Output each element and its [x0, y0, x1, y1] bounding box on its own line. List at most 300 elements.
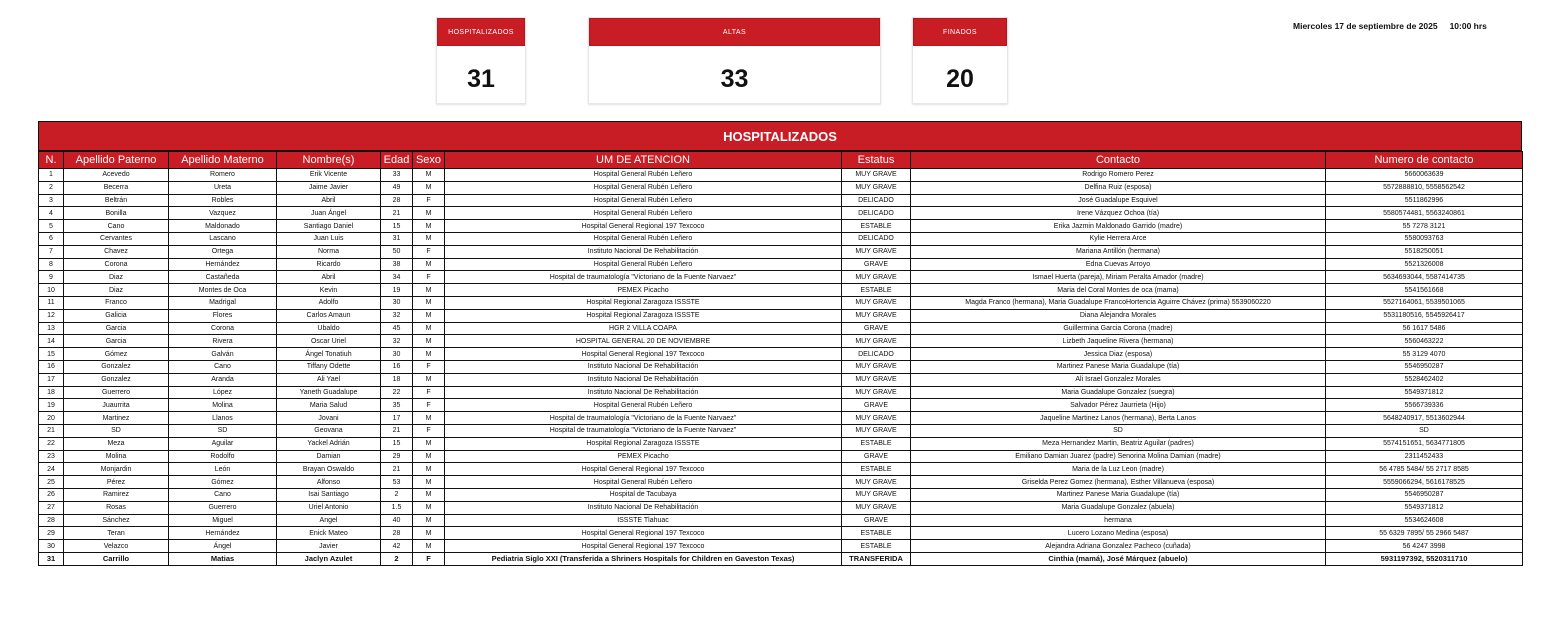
col-um-atencion-cell: Pediatria Siglo XXI (Transferida a Shriners Hospitals for Children en Gaveston Texas) — [445, 552, 842, 565]
hospitalizados-card — [436, 17, 526, 104]
col-number-cell: 24 — [39, 463, 64, 476]
col-contacto-cell: Erika Jazmin Maldonado Garrido (madre) — [911, 220, 1326, 233]
col-apellido-paterno-cell: Galicia — [64, 309, 169, 322]
col-um-atencion-header: UM DE ATENCION — [445, 152, 842, 169]
col-um-atencion-cell: Instituto Nacional De Rehabilitación — [445, 360, 842, 373]
col-apellido-materno-cell: Hernández — [169, 527, 277, 540]
col-sexo-cell: F — [413, 245, 445, 258]
col-um-atencion-cell: Hospital de traumatología "Victoriano de la Fuente Narvaez" — [445, 424, 842, 437]
col-nombres-cell: Adolfo — [277, 296, 381, 309]
col-numero-contacto-cell: 5566739336 — [1326, 399, 1523, 412]
col-estatus-cell: GRAVE — [842, 322, 911, 335]
col-sexo-cell: M — [413, 450, 445, 463]
col-estatus-cell: GRAVE — [842, 258, 911, 271]
col-apellido-materno-cell: López — [169, 386, 277, 399]
col-number-cell: 30 — [39, 540, 64, 553]
col-apellido-materno-cell: Hernández — [169, 258, 277, 271]
col-apellido-paterno-cell: Sánchez — [64, 514, 169, 527]
col-nombres-cell: Carlos Amaun — [277, 309, 381, 322]
col-contacto-cell: Jessica Diaz (esposa) — [911, 348, 1326, 361]
table-row — [39, 271, 1523, 284]
table-row — [39, 360, 1523, 373]
col-numero-contacto-cell: 2311452433 — [1326, 450, 1523, 463]
col-sexo-cell: M — [413, 514, 445, 527]
col-apellido-paterno-cell: Corona — [64, 258, 169, 271]
col-apellido-materno-cell: Lascano — [169, 232, 277, 245]
hospitalizados-card-label: HOSPITALIZADOS — [437, 18, 525, 46]
col-estatus-cell: ESTABLE — [842, 463, 911, 476]
table-row — [39, 348, 1523, 361]
col-nombres-cell: Tiffany Odette — [277, 360, 381, 373]
col-contacto-cell: Maria Guadalupe Gonzalez (abuela) — [911, 501, 1326, 514]
col-apellido-materno-cell: Flores — [169, 309, 277, 322]
col-contacto-cell: Salvador Pérez Jaurrieta (Hijo) — [911, 399, 1326, 412]
col-number-cell: 4 — [39, 207, 64, 220]
col-um-atencion-cell: Hospital General Regional 197 Texcoco — [445, 463, 842, 476]
col-um-atencion-cell: Hospital Regional Zaragoza ISSSTE — [445, 437, 842, 450]
col-edad-cell: 38 — [381, 258, 413, 271]
col-number-cell: 7 — [39, 245, 64, 258]
col-edad-cell: 28 — [381, 194, 413, 207]
col-contacto-cell: Maria del Coral Montes de oca (mama) — [911, 284, 1326, 297]
table-row — [39, 232, 1523, 245]
col-numero-contacto-cell: 5527164061, 5539501065 — [1326, 296, 1523, 309]
col-nombres-cell: Maria Salud — [277, 399, 381, 412]
table-row — [39, 258, 1523, 271]
col-um-atencion-cell: PEMEX Picacho — [445, 450, 842, 463]
col-nombres-cell: Isai Santiago — [277, 488, 381, 501]
col-nombres-cell: Norma — [277, 245, 381, 258]
col-sexo-cell: M — [413, 476, 445, 489]
col-number-cell: 6 — [39, 232, 64, 245]
col-edad-cell: 33 — [381, 169, 413, 182]
col-apellido-paterno-cell: Beltrán — [64, 194, 169, 207]
col-contacto-cell: Magda Franco (hermana), Maria Guadalupe FrancoHortencia Aguirre Chávez (prima) 5539060220 — [911, 296, 1326, 309]
col-contacto-cell: Cinthia (mamá), José Márquez (abuelo) — [911, 552, 1326, 565]
col-apellido-materno-cell: Montes de Oca — [169, 284, 277, 297]
col-sexo-cell: M — [413, 220, 445, 233]
col-apellido-materno-cell: Matias — [169, 552, 277, 565]
table-row — [39, 373, 1523, 386]
col-apellido-materno-cell: Cano — [169, 360, 277, 373]
col-number-cell: 8 — [39, 258, 64, 271]
col-numero-contacto-cell: 5634693044, 5587414735 — [1326, 271, 1523, 284]
report-datetime — [1293, 21, 1487, 31]
col-numero-contacto-cell: 5541561668 — [1326, 284, 1523, 297]
table-row — [39, 284, 1523, 297]
table-row — [39, 194, 1523, 207]
col-apellido-paterno-cell: Teran — [64, 527, 169, 540]
col-estatus-cell: MUY GRAVE — [842, 245, 911, 258]
col-nombres-cell: Ricardo — [277, 258, 381, 271]
col-estatus-cell: MUY GRAVE — [842, 488, 911, 501]
col-nombres-cell: Yackel Adrián — [277, 437, 381, 450]
col-estatus-cell: MUY GRAVE — [842, 181, 911, 194]
col-um-atencion-cell: Hospital General Rubén Leñero — [445, 232, 842, 245]
col-numero-contacto-cell: 5518250051 — [1326, 245, 1523, 258]
col-numero-contacto-cell: 55 3129 4070 — [1326, 348, 1523, 361]
col-number-cell: 31 — [39, 552, 64, 565]
col-edad-cell: 35 — [381, 399, 413, 412]
col-um-atencion-cell: HOSPITAL GENERAL 20 DE NOVIEMBRE — [445, 335, 842, 348]
col-apellido-paterno-cell: Ramirez — [64, 488, 169, 501]
table-row — [39, 386, 1523, 399]
col-contacto-cell: Ali Israel Gonzalez Morales — [911, 373, 1326, 386]
col-estatus-cell: DELICADO — [842, 348, 911, 361]
table-row — [39, 552, 1523, 565]
col-sexo-cell: M — [413, 309, 445, 322]
col-number-cell: 3 — [39, 194, 64, 207]
col-apellido-materno-cell: Cano — [169, 488, 277, 501]
col-apellido-materno-cell: Aguilar — [169, 437, 277, 450]
col-nombres-cell: Juan Ángel — [277, 207, 381, 220]
col-um-atencion-cell: Hospital General Regional 197 Texcoco — [445, 348, 842, 361]
col-numero-contacto-cell: 5648240917, 5513602944 — [1326, 412, 1523, 425]
col-number-cell: 15 — [39, 348, 64, 361]
col-sexo-cell: F — [413, 552, 445, 565]
col-nombres-cell: Kevin — [277, 284, 381, 297]
col-sexo-cell: F — [413, 386, 445, 399]
col-nombres-cell: Enick Mateo — [277, 527, 381, 540]
col-nombres-cell: Javier — [277, 540, 381, 553]
col-number-cell: 22 — [39, 437, 64, 450]
col-apellido-materno-cell: Romero — [169, 169, 277, 182]
col-nombres-cell: Abril — [277, 194, 381, 207]
col-contacto-cell: Kylie Herrera Arce — [911, 232, 1326, 245]
col-edad-cell: 28 — [381, 527, 413, 540]
col-edad-cell: 21 — [381, 463, 413, 476]
col-sexo-cell: M — [413, 348, 445, 361]
col-apellido-materno-cell: Guerrero — [169, 501, 277, 514]
col-apellido-paterno-cell: Garcia — [64, 322, 169, 335]
col-numero-contacto-cell: 55 6329 7895/ 55 2966 5487 — [1326, 527, 1523, 540]
col-numero-contacto-cell: 5931197392, 5520311710 — [1326, 552, 1523, 565]
col-numero-contacto-cell: 55 7278 3121 — [1326, 220, 1523, 233]
col-um-atencion-cell: Instituto Nacional De Rehabilitación — [445, 501, 842, 514]
col-apellido-paterno-cell: Chavez — [64, 245, 169, 258]
table-row — [39, 181, 1523, 194]
col-edad-cell: 21 — [381, 424, 413, 437]
col-contacto-cell: Martinez Panese Maria Guadalupe (tía) — [911, 360, 1326, 373]
col-number-cell: 2 — [39, 181, 64, 194]
col-nombres-cell: Jaclyn Azulet — [277, 552, 381, 565]
col-estatus-cell: MUY GRAVE — [842, 360, 911, 373]
col-contacto-cell: Lucero Lozano Medina (esposa) — [911, 527, 1326, 540]
col-contacto-cell: Mariana Antillón (hermana) — [911, 245, 1326, 258]
col-um-atencion-cell: Hospital General Regional 197 Texcoco — [445, 540, 842, 553]
col-sexo-cell: F — [413, 424, 445, 437]
col-apellido-paterno-cell: Meza — [64, 437, 169, 450]
col-number-cell: 11 — [39, 296, 64, 309]
col-nombres-cell: Brayan Oswaldo — [277, 463, 381, 476]
col-apellido-materno-cell: Aranda — [169, 373, 277, 386]
hospitalizados-count: 31 — [467, 65, 495, 93]
col-um-atencion-cell: Hospital de traumatología "Victoriano de la Fuente Narvaez" — [445, 271, 842, 284]
col-edad-cell: 45 — [381, 322, 413, 335]
col-sexo-cell: M — [413, 488, 445, 501]
col-number-cell: 12 — [39, 309, 64, 322]
col-um-atencion-cell: Hospital General Rubén Leñero — [445, 181, 842, 194]
col-number-cell: 5 — [39, 220, 64, 233]
col-nombres-cell: Jaime Javier — [277, 181, 381, 194]
table-row — [39, 169, 1523, 182]
col-numero-contacto-cell: 5531180516, 5545926417 — [1326, 309, 1523, 322]
col-nombres-cell: Santiago Daniel — [277, 220, 381, 233]
col-estatus-cell: MUY GRAVE — [842, 271, 911, 284]
col-apellido-materno-cell: Rivera — [169, 335, 277, 348]
col-apellido-materno-cell: Ángel — [169, 540, 277, 553]
col-numero-contacto-cell: 5546950287 — [1326, 488, 1523, 501]
col-um-atencion-cell: Hospital General Rubén Leñero — [445, 258, 842, 271]
col-apellido-materno-cell: Galván — [169, 348, 277, 361]
col-nombres-cell: Abril — [277, 271, 381, 284]
col-edad-cell: 2 — [381, 488, 413, 501]
col-edad-cell: 53 — [381, 476, 413, 489]
col-edad-cell: 16 — [381, 360, 413, 373]
table-row — [39, 437, 1523, 450]
col-apellido-materno-cell: Robles — [169, 194, 277, 207]
col-numero-contacto-cell: 56 4247 3998 — [1326, 540, 1523, 553]
col-number-cell: 10 — [39, 284, 64, 297]
col-edad-cell: 1.5 — [381, 501, 413, 514]
col-edad-cell: 31 — [381, 232, 413, 245]
table-row — [39, 424, 1523, 437]
col-um-atencion-cell: Hospital de Tacubaya — [445, 488, 842, 501]
col-apellido-paterno-cell: Gómez — [64, 348, 169, 361]
col-contacto-cell: Rodrigo Romero Perez — [911, 169, 1326, 182]
col-apellido-paterno-cell: Juaurrita — [64, 399, 169, 412]
table-row — [39, 245, 1523, 258]
col-sexo-cell: F — [413, 399, 445, 412]
table-row — [39, 501, 1523, 514]
col-number-cell: 18 — [39, 386, 64, 399]
col-edad-cell: 22 — [381, 386, 413, 399]
table-row — [39, 335, 1523, 348]
col-edad-cell: 49 — [381, 181, 413, 194]
col-um-atencion-cell: Instituto Nacional De Rehabilitación — [445, 386, 842, 399]
finados-card-label: FINADOS — [913, 18, 1007, 46]
col-estatus-cell: ESTABLE — [842, 437, 911, 450]
col-edad-header: Edad — [381, 152, 413, 169]
col-apellido-paterno-cell: Becerra — [64, 181, 169, 194]
table-title: HOSPITALIZADOS — [38, 121, 1522, 151]
col-apellido-paterno-cell: Garcia — [64, 335, 169, 348]
report-date: Miercoles 17 de septiembre de 2025 — [1293, 21, 1438, 31]
col-nombres-cell: Angel — [277, 514, 381, 527]
col-apellido-paterno-cell: Acevedo — [64, 169, 169, 182]
col-sexo-cell: M — [413, 501, 445, 514]
col-apellido-materno-cell: Maldonado — [169, 220, 277, 233]
col-estatus-cell: DELICADO — [842, 207, 911, 220]
col-estatus-cell: ESTABLE — [842, 284, 911, 297]
col-um-atencion-cell: Hospital General Rubén Leñero — [445, 476, 842, 489]
col-nombres-cell: Juan Luis — [277, 232, 381, 245]
finados-count: 20 — [946, 65, 974, 93]
col-number-cell: 9 — [39, 271, 64, 284]
col-apellido-materno-cell: Gómez — [169, 476, 277, 489]
col-estatus-cell: GRAVE — [842, 399, 911, 412]
col-contacto-cell: Diana Alejandra Morales — [911, 309, 1326, 322]
col-numero-contacto-cell: 5546950287 — [1326, 360, 1523, 373]
col-numero-contacto-cell: 5534624608 — [1326, 514, 1523, 527]
col-apellido-materno-cell: SD — [169, 424, 277, 437]
col-contacto-cell: Edna Cuevas Arroyo — [911, 258, 1326, 271]
col-estatus-header: Estatus — [842, 152, 911, 169]
col-numero-contacto-cell: 56 1617 5486 — [1326, 322, 1523, 335]
col-apellido-materno-cell: Rodolfo — [169, 450, 277, 463]
table-row — [39, 514, 1523, 527]
table-row — [39, 399, 1523, 412]
col-apellido-materno-cell: Ortega — [169, 245, 277, 258]
col-number-cell: 13 — [39, 322, 64, 335]
col-um-atencion-cell: Hospital General Rubén Leñero — [445, 194, 842, 207]
col-contacto-cell: Jaqueline Martinez Lanos (hermana), Berta Lanos — [911, 412, 1326, 425]
col-estatus-cell: GRAVE — [842, 514, 911, 527]
col-numero-contacto-cell: 5559066294, 5616178525 — [1326, 476, 1523, 489]
col-numero-contacto-cell: 5549371812 — [1326, 501, 1523, 514]
col-number-cell: 26 — [39, 488, 64, 501]
col-um-atencion-cell: Instituto Nacional De Rehabilitación — [445, 373, 842, 386]
col-edad-cell: 30 — [381, 296, 413, 309]
col-apellido-paterno-cell: Franco — [64, 296, 169, 309]
col-number-cell: 29 — [39, 527, 64, 540]
col-um-atencion-cell: Hospital General Rubén Leñero — [445, 169, 842, 182]
col-apellido-paterno-cell: Cano — [64, 220, 169, 233]
col-nombres-header: Nombre(s) — [277, 152, 381, 169]
col-numero-contacto-header: Numero de contacto — [1326, 152, 1523, 169]
table-row — [39, 207, 1523, 220]
col-estatus-cell: MUY GRAVE — [842, 424, 911, 437]
col-number-cell: 25 — [39, 476, 64, 489]
col-contacto-cell: Martinez Panese Maria Guadalupe (tía) — [911, 488, 1326, 501]
col-um-atencion-cell: Instituto Nacional De Rehabilitación — [445, 245, 842, 258]
col-numero-contacto-cell: 56 4785 5484/ 55 2717 8585 — [1326, 463, 1523, 476]
table-row — [39, 527, 1523, 540]
col-apellido-materno-cell: Ureta — [169, 181, 277, 194]
col-apellido-paterno-cell: Gonzalez — [64, 373, 169, 386]
col-edad-cell: 42 — [381, 540, 413, 553]
col-sexo-cell: F — [413, 271, 445, 284]
altas-card-label: ALTAS — [589, 18, 880, 46]
col-apellido-paterno-cell: Diaz — [64, 284, 169, 297]
col-contacto-cell: SD — [911, 424, 1326, 437]
table-row — [39, 309, 1523, 322]
col-numero-contacto-cell: 5521326008 — [1326, 258, 1523, 271]
col-number-cell: 1 — [39, 169, 64, 182]
hospitalizados-table-section — [38, 121, 1522, 566]
col-edad-cell: 21 — [381, 207, 413, 220]
col-number-cell: 20 — [39, 412, 64, 425]
col-sexo-cell: M — [413, 322, 445, 335]
col-nombres-cell: Ubaldo — [277, 322, 381, 335]
col-contacto-cell: Maria Guadalupe Gonzalez (suegra) — [911, 386, 1326, 399]
col-estatus-cell: MUY GRAVE — [842, 501, 911, 514]
col-nombres-cell: Uriel Antonio — [277, 501, 381, 514]
col-number-cell: 28 — [39, 514, 64, 527]
col-numero-contacto-cell: 5528462402 — [1326, 373, 1523, 386]
col-contacto-cell: hermana — [911, 514, 1326, 527]
table-row — [39, 488, 1523, 501]
col-sexo-cell: M — [413, 335, 445, 348]
col-apellido-paterno-cell: Velazco — [64, 540, 169, 553]
col-apellido-materno-cell: Miguel — [169, 514, 277, 527]
col-numero-contacto-cell: 5574151651, 5634771805 — [1326, 437, 1523, 450]
col-estatus-cell: MUY GRAVE — [842, 412, 911, 425]
col-um-atencion-cell: HGR 2 VILLA COAPA — [445, 322, 842, 335]
col-contacto-cell: Alejandra Adriana Gonzalez Pacheco (cuñada) — [911, 540, 1326, 553]
col-edad-cell: 32 — [381, 335, 413, 348]
col-um-atencion-cell: ISSSTE Tlahuac — [445, 514, 842, 527]
col-number-cell: 19 — [39, 399, 64, 412]
col-sexo-cell: M — [413, 169, 445, 182]
col-estatus-cell: MUY GRAVE — [842, 373, 911, 386]
col-edad-cell: 30 — [381, 348, 413, 361]
col-number-cell: 27 — [39, 501, 64, 514]
col-sexo-cell: M — [413, 412, 445, 425]
table-row — [39, 412, 1523, 425]
col-sexo-cell: F — [413, 194, 445, 207]
col-contacto-cell: Irene Vázquez Ochoa (tía) — [911, 207, 1326, 220]
col-contacto-cell: José Guadalupe Esquivel — [911, 194, 1326, 207]
col-apellido-paterno-cell: Gonzalez — [64, 360, 169, 373]
col-edad-cell: 2 — [381, 552, 413, 565]
col-sexo-cell: M — [413, 207, 445, 220]
col-sexo-cell: M — [413, 540, 445, 553]
col-number-cell: 17 — [39, 373, 64, 386]
col-contacto-cell: Emiliano Damian Juarez (padre) Senorina Molina Damian (madre) — [911, 450, 1326, 463]
col-sexo-cell: M — [413, 258, 445, 271]
col-estatus-cell: MUY GRAVE — [842, 476, 911, 489]
col-estatus-cell: DELICADO — [842, 232, 911, 245]
col-apellido-paterno-cell: Molina — [64, 450, 169, 463]
col-estatus-cell: TRANSFERIDA — [842, 552, 911, 565]
table-body — [39, 169, 1523, 566]
col-edad-cell: 40 — [381, 514, 413, 527]
altas-count: 33 — [720, 65, 749, 93]
col-um-atencion-cell: Hospital de traumatología "Victoriano de la Fuente Narvaez" — [445, 412, 842, 425]
col-apellido-paterno-cell: Bonilla — [64, 207, 169, 220]
col-apellido-paterno-cell: Monjardin — [64, 463, 169, 476]
col-nombres-cell: Yaneth Guadalupe — [277, 386, 381, 399]
col-sexo-cell: F — [413, 360, 445, 373]
table-header-row — [39, 152, 1523, 169]
col-apellido-materno-cell: Molina — [169, 399, 277, 412]
altas-card — [588, 17, 881, 104]
col-numero-contacto-cell: 5560463222 — [1326, 335, 1523, 348]
col-apellido-materno-cell: Llanos — [169, 412, 277, 425]
col-estatus-cell: ESTABLE — [842, 527, 911, 540]
col-apellido-materno-header: Apellido Materno — [169, 152, 277, 169]
finados-card — [912, 17, 1008, 104]
col-estatus-cell: MUY GRAVE — [842, 296, 911, 309]
col-edad-cell: 15 — [381, 220, 413, 233]
col-contacto-cell: Lizbeth Jaqueline Rivera (hermana) — [911, 335, 1326, 348]
col-um-atencion-cell: Hospital Regional Zaragoza ISSSTE — [445, 309, 842, 322]
table-row — [39, 450, 1523, 463]
col-edad-cell: 17 — [381, 412, 413, 425]
col-contacto-cell: Maria de la Luz Leon (madre) — [911, 463, 1326, 476]
col-edad-cell: 50 — [381, 245, 413, 258]
table-row — [39, 540, 1523, 553]
col-apellido-materno-cell: Corona — [169, 322, 277, 335]
col-edad-cell: 18 — [381, 373, 413, 386]
col-sexo-cell: M — [413, 284, 445, 297]
col-number-cell: 16 — [39, 360, 64, 373]
report-time: 10:00 hrs — [1449, 21, 1487, 31]
col-contacto-header: Contacto — [911, 152, 1326, 169]
col-estatus-cell: ESTABLE — [842, 540, 911, 553]
col-numero-contacto-cell: 5549371812 — [1326, 386, 1523, 399]
